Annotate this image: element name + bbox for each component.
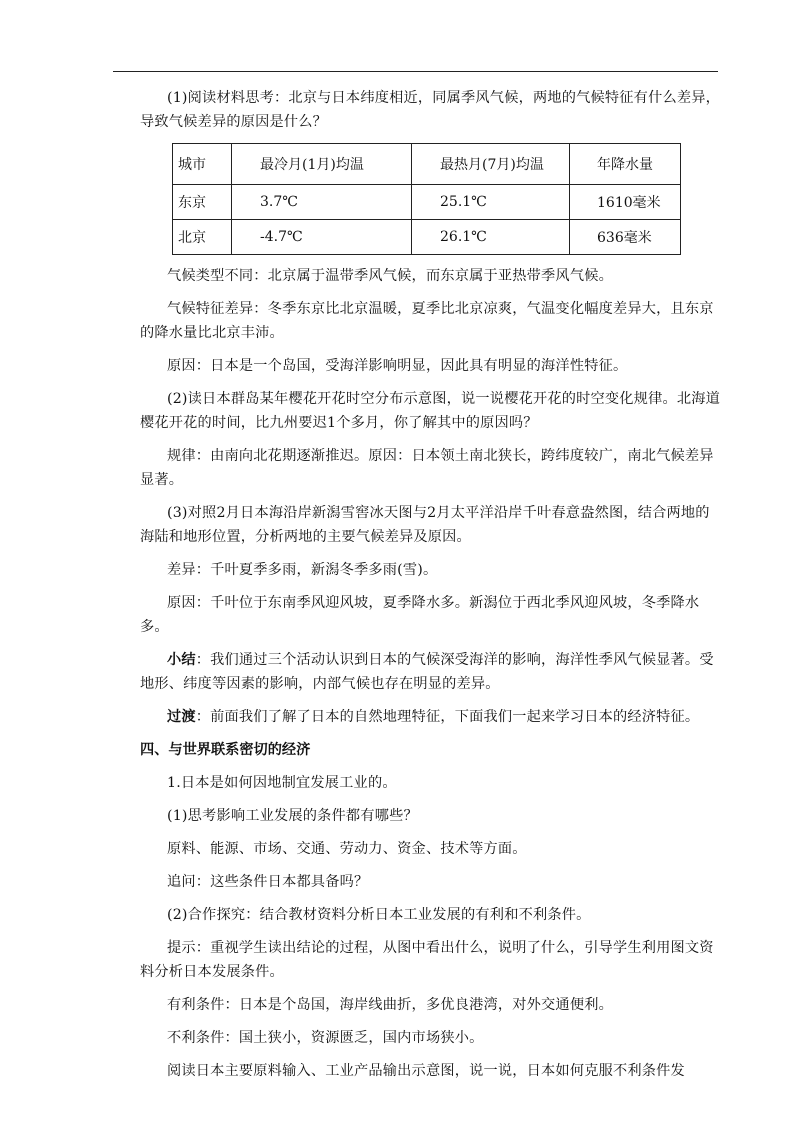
- follow-up-question: 追问：这些条件日本都具备吗？: [166, 874, 369, 890]
- question-3: (3)对照2月日本海沿岸新潟雪窖冰天图与2月太平洋沿岸千叶春意盎然图，结合两地的海陆和地形位置，分析两地的主要气候差异及原因。: [140, 505, 710, 545]
- header-coldest-month: 最冷月(1月)均温: [232, 144, 412, 185]
- table-row: [173, 220, 681, 255]
- answer-difference: 差异：千叶夏季多雨，新潟冬季多雨(雪)。: [166, 562, 438, 578]
- cell-precip: 636毫米: [570, 220, 681, 255]
- header-annual-precip: 年降水量: [570, 144, 681, 185]
- table-header-row: [173, 144, 681, 185]
- cell-hottest: 25.1℃: [412, 185, 570, 220]
- answer-cause: 原因：千叶位于东南季风迎风坡，夏季降水多。新潟位于西北季风迎风坡，冬季降水多。: [140, 595, 700, 635]
- transition-label: 过渡: [166, 709, 196, 725]
- summary-label: 小结: [166, 652, 196, 668]
- question-2: (2)读日本群岛某年樱花开花时空分布示意图，说一说樱花开花的时空变化规律。北海道樱花开花的时间，比九州要迟1个多月，你了解其中的原因吗？: [140, 391, 721, 431]
- question-1: (1)阅读材料思考：北京与日本纬度相近，同属季风气候，两地的气候特征有什么差异，导致气候差异的原因是什么？: [140, 90, 721, 130]
- cell-city: 北京: [173, 220, 232, 255]
- sub-question-2: (2)合作探究：结合教材资料分析日本工业发展的有利和不利条件。: [166, 907, 591, 923]
- climate-table: [172, 143, 681, 255]
- cell-precip: 1610毫米: [570, 185, 681, 220]
- teaching-hint: 提示：重视学生读出结论的过程，从图中看出什么，说明了什么，引导学生利用图文资料分析日本发展条件。: [140, 940, 714, 980]
- sub-answer-1: 原料、能源、市场、交通、劳动力、资金、技术等方面。: [166, 841, 527, 857]
- table-row: [173, 185, 681, 220]
- favorable-conditions: 有利条件：日本是个岛国，海岸线曲折，多优良港湾，对外交通便利。: [166, 997, 613, 1013]
- answer-climate-type: 气候类型不同：北京属于温带季风气候，而东京属于亚热带季风气候。: [166, 268, 613, 284]
- sub-question-1: (1)思考影响工业发展的条件都有哪些？: [166, 808, 418, 824]
- summary-text: ：我们通过三个活动认识到日本的气候深受海洋的影响，海洋性季风气候显著。受地形、纬度等因素的影响，内部气候也存在明显的差异。: [140, 652, 714, 692]
- cell-coldest: -4.7℃: [232, 220, 412, 255]
- answer-pattern: 规律：由南向北花期逐渐推迟。原因：日本领土南北狭长，跨纬度较广，南北气候差异显著。: [140, 448, 714, 488]
- cell-coldest: 3.7℃: [232, 185, 412, 220]
- unfavorable-conditions: 不利条件：国土狭小，资源匮乏，国内市场狭小。: [166, 1030, 484, 1046]
- reading-task: 阅读日本主要原料输入、工业产品输出示意图，说一说，日本如何克服不利条件发: [166, 1063, 685, 1079]
- section-heading: 四、与世界联系密切的经济: [140, 742, 311, 758]
- summary-paragraph: [140, 648, 720, 696]
- header-city: 城市: [173, 144, 232, 185]
- transition-paragraph: [140, 705, 720, 729]
- cell-city: 东京: [173, 185, 232, 220]
- header-hottest-month: 最热月(7月)均温: [412, 144, 570, 185]
- answer-reason: 原因：日本是一个岛国，受海洋影响明显，因此具有明显的海洋性特征。: [166, 358, 628, 374]
- header-rule: [113, 71, 718, 72]
- item-1: 1.日本是如何因地制宜发展工业的。: [166, 775, 397, 791]
- document-body: [140, 86, 720, 1092]
- answer-climate-features: 气候特征差异：冬季东京比北京温暖，夏季比北京凉爽，气温变化幅度差异大，且东京的降水量比北京丰沛。: [140, 301, 714, 341]
- cell-hottest: 26.1℃: [412, 220, 570, 255]
- transition-text: ：前面我们了解了日本的自然地理特征，下面我们一起来学习日本的经济特征。: [195, 709, 700, 725]
